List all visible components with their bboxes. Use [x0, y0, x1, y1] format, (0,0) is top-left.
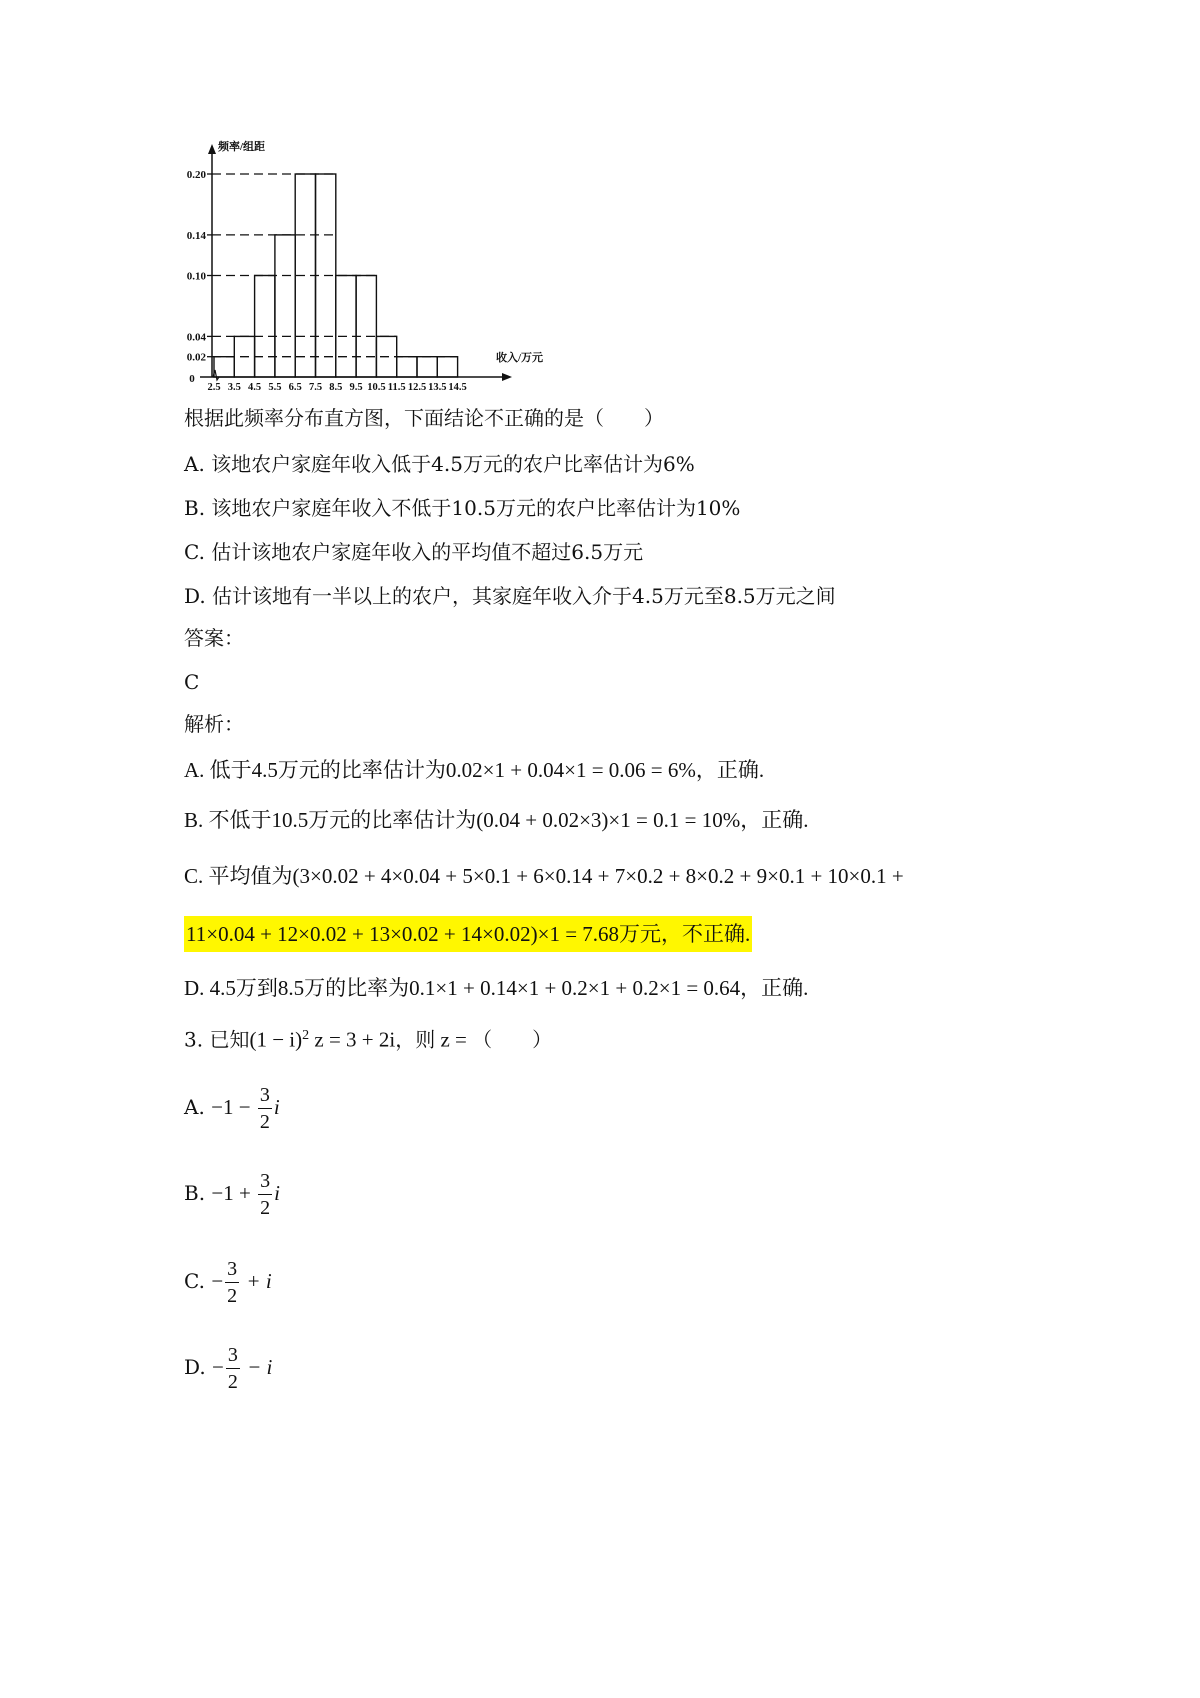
q3-suffix: （ ） — [472, 1027, 553, 1052]
x-tick-label: 3.5 — [227, 382, 241, 393]
x-tick-label: 11.5 — [387, 382, 406, 393]
q3-option-d — [184, 1342, 272, 1395]
histogram-bar — [417, 357, 437, 377]
x-tick-label: 2.5 — [207, 382, 221, 393]
analysis-c-line1: C. 平均值为(3×0.02 + 4×0.04 + 5×0.1 + 6×0.14 + 7×0.2 + 8×0.2 + 9×0.1 + 10×0.1 + — [184, 864, 904, 888]
q3-math-1: (1 − i) — [249, 1027, 303, 1052]
question-stem: 根据此频率分布直方图，下面结论不正确的是（ ） — [184, 406, 664, 430]
option-c: C. 估计该地农户家庭年收入的平均值不超过6.5万元 — [184, 540, 644, 564]
q3-option-c-fraction: $\frac{3}{2}$ — [227, 1258, 238, 1307]
q3-option-b-fraction: $\frac{3}{2}$ — [260, 1170, 271, 1219]
q3-option-a-post: i — [273, 1095, 280, 1119]
q3-option-d-pre: − — [212, 1355, 224, 1379]
x-axis-arrow — [502, 373, 512, 381]
question3-stem — [184, 1022, 552, 1054]
q3-option-c-post: + i — [241, 1269, 272, 1293]
analysis-label: 解析： — [184, 712, 244, 736]
histogram-bar — [356, 276, 376, 378]
highlighted-text: 11×0.04 + 12×0.02 + 13×0.02 + 14×0.02)×1 = 7.68万元，不正确. — [184, 916, 752, 952]
x-tick-label: 13.5 — [428, 382, 447, 393]
histogram-bar — [397, 357, 417, 377]
q3-math-2: z = 3 + 2i — [309, 1027, 396, 1052]
x-tick-label: 12.5 — [407, 382, 427, 393]
analysis-b: B. 不低于10.5万元的比率估计为(0.04 + 0.02×3)×1 = 0.1 = 10%，正确. — [184, 808, 809, 832]
y-axis-title: 频率/组距 — [218, 141, 266, 153]
q3-option-a-fraction: $\frac{3}{2}$ — [259, 1084, 270, 1133]
histogram-bar — [336, 276, 356, 378]
option-d: D. 估计该地有一半以上的农户，其家庭年收入介于4.5万元至8.5万元之间 — [184, 584, 836, 608]
q3-option-c-pre: − — [211, 1269, 224, 1293]
y-axis-arrow — [208, 144, 216, 154]
q3-option-b — [184, 1168, 280, 1221]
histogram-bar — [214, 357, 234, 377]
q3-option-b-pre: −1 + — [211, 1181, 257, 1205]
y-tick-label: 0.10 — [186, 270, 206, 283]
q3-math-3: z = — [435, 1027, 473, 1052]
q3-option-d-fraction: $\frac{3}{2}$ — [227, 1344, 238, 1393]
x-tick-label: 10.5 — [367, 382, 386, 393]
q3-exponent: 2 — [302, 1028, 310, 1043]
q3-option-a-label: A. — [184, 1095, 205, 1119]
answer-value: C — [184, 670, 200, 694]
y-tick-label: 0.04 — [186, 331, 206, 344]
q3-option-a — [184, 1082, 280, 1135]
q3-option-c — [184, 1256, 272, 1309]
y-tick-label: 0.20 — [186, 169, 206, 181]
x-tick-label: 9.5 — [349, 382, 363, 393]
q3-mid: ，则 — [395, 1027, 436, 1052]
q3-option-a-pre: −1 − — [211, 1095, 256, 1119]
histogram-bar — [255, 276, 275, 378]
x-tick-label: 7.5 — [308, 382, 323, 393]
analysis-d: D. 4.5万到8.5万的比率为0.1×1 + 0.14×1 + 0.2×1 + 0.2×1 = 0.64，正确. — [184, 976, 809, 1000]
x-tick-label: 6.5 — [288, 382, 302, 393]
option-a: A. 该地农户家庭年收入低于4.5万元的农户比率估计为6% — [184, 452, 695, 476]
x-tick-label: 8.5 — [329, 382, 343, 393]
q3-option-b-label: B. — [184, 1181, 206, 1205]
x-tick-label: 14.5 — [448, 382, 467, 393]
x-tick-label: 5.5 — [268, 382, 282, 393]
histogram-bar — [437, 357, 457, 377]
y-tick-label: 0.02 — [186, 351, 206, 364]
origin-label: 0 — [189, 373, 195, 385]
histogram-bar — [275, 235, 295, 377]
q3-option-d-post: − i — [241, 1355, 273, 1379]
option-b: B. 该地农户家庭年收入不低于10.5万元的农户比率估计为10% — [184, 496, 741, 520]
q3-option-d-label: D. — [184, 1355, 206, 1379]
histogram-chart — [170, 140, 620, 430]
answer-label: 答案： — [184, 626, 244, 650]
q3-option-b-post: i — [274, 1181, 280, 1205]
analysis-c-line2 — [184, 920, 752, 948]
analysis-a: A. 低于4.5万元的比率估计为0.02×1 + 0.04×1 = 0.06 = 6%，正确. — [184, 758, 765, 782]
y-tick-label: 0.14 — [186, 229, 206, 242]
q3-prefix: 3. 已知 — [184, 1027, 250, 1052]
q3-option-c-label: C. — [184, 1269, 205, 1293]
x-axis-title: 收入/万元 — [496, 352, 544, 364]
x-tick-label: 4.5 — [248, 382, 262, 393]
